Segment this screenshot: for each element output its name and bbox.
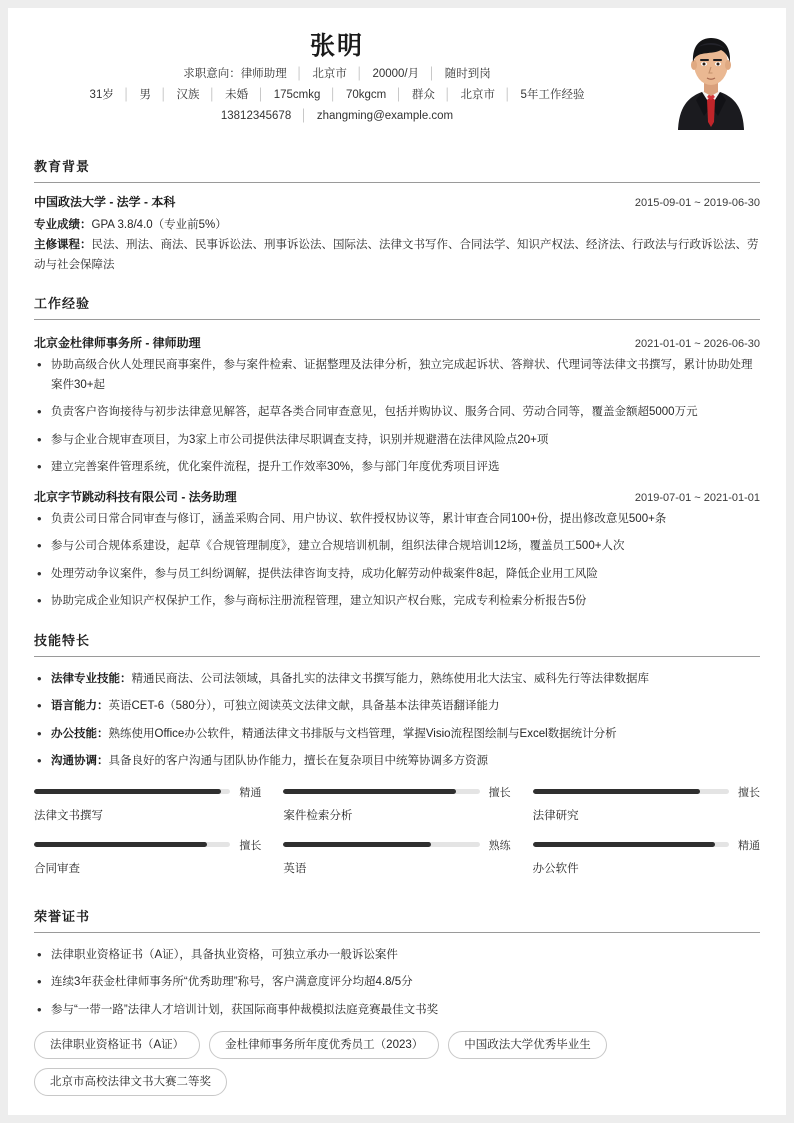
skill-bar-cell (283, 784, 510, 835)
skill-progress-track (283, 789, 479, 794)
education-entry (34, 193, 760, 275)
education-courses (34, 235, 760, 275)
personal-item: 31岁 (89, 89, 114, 101)
skill-bar-grid (34, 784, 760, 888)
resume-header (34, 20, 760, 138)
list-item: • 负责公司日常合同审查与修订，涵盖采购合同、用户协议、软件授权协议等，累计审查合同100+份，提出修改意见500+条 (34, 510, 760, 530)
list-item (34, 725, 760, 745)
skill-bar-cell (533, 784, 760, 835)
personal-item: 汉族 (176, 89, 200, 101)
skill-progress-track (533, 789, 729, 794)
education-school: 中国政法大学 - 法学 - 本科 (34, 195, 176, 209)
education-gpa-value: GPA 3.8/4.0（专业前5%） (91, 219, 227, 231)
list-item: • 参与“一带一路”法律人才培训计划，获国际商事仲裁模拟法庭竞赛最佳文书奖 (34, 1001, 760, 1021)
skill-bar-cell (34, 837, 261, 888)
skill-label: 办公技能： (51, 727, 109, 740)
honor-tag: 中国政法大学优秀毕业生 (448, 1031, 607, 1059)
separator-icon: │ (329, 89, 337, 101)
honor-tag: 法律职业资格证书（A证） (34, 1031, 200, 1059)
skill-text: 熟练使用Office办公软件，精通法律文书排版与文档管理，掌握Visio流程图绘制与Excel数据统计分析 (108, 727, 617, 740)
list-item (34, 752, 760, 772)
personal-item: 70kgcm (345, 89, 387, 101)
list-item: • 处理劳动争议案件，参与员工纠纷调解，提供法律咨询支持，成功化解劳动仲裁案件8起，降低企业用工风险 (34, 565, 760, 585)
objective-line (34, 64, 760, 85)
skill-text: 精通民商法、公司法领域，具备扎实的法律文书撰写能力，熟练使用北大法宝、威科先行等法律数据库 (131, 672, 649, 685)
skill-progress-track (34, 789, 230, 794)
email-address: zhangming@example.com (316, 110, 454, 122)
skill-name: 合同审查 (34, 862, 80, 875)
experience-entry (34, 334, 760, 478)
phone-number: 13812345678 (220, 110, 292, 122)
skill-bar-cell (34, 784, 261, 835)
list-item: • 协助高级合伙人处理民商事案件，参与案件检索、证据整理及法律分析，独立完成起诉状、答辩状、代理词等法律文书撰写，累计协助处理案件30+起 (34, 356, 760, 395)
skill-progress-fill (283, 789, 456, 794)
separator-icon: │ (356, 68, 364, 80)
skill-progress-fill (533, 842, 716, 847)
education-gpa (34, 215, 760, 235)
section-experience (34, 293, 760, 612)
experience-bullet-list (34, 356, 760, 478)
education-date: 2015-09-01 ~ 2019-06-30 (634, 197, 760, 209)
honors-bullet-list (34, 946, 760, 1021)
list-item: • 参与公司合规体系建设，起草《合规管理制度》，建立合规培训机制，组织法律合规培训12场，覆盖员工500+人次 (34, 537, 760, 557)
honor-tag: 北京市高校法律文书大赛二等奖 (34, 1068, 227, 1096)
skill-progress-fill (34, 842, 207, 847)
separator-icon: │ (160, 89, 168, 101)
avatar-illustration (664, 26, 758, 130)
experience-date: 2019-07-01 ~ 2021-01-01 (634, 491, 760, 504)
skill-bar-cell (283, 837, 510, 888)
objective-item: 20000/月 (372, 68, 420, 80)
skill-progress-fill (283, 842, 430, 847)
list-item: • 参与企业合规审查项目，为3家上市公司提供法律尽职调查支持，识别并规避潜在法律风险点20+项 (34, 431, 760, 451)
skill-level: 擅长 (239, 839, 262, 852)
experience-bullet-list (34, 510, 760, 612)
skill-level: 精通 (239, 786, 262, 799)
separator-icon: │ (428, 68, 436, 80)
skill-bar-cell (533, 837, 760, 888)
list-item: • 连续3年获金杜律师事务所“优秀助理”称号，客户满意度评分均超4.8/5分 (34, 973, 760, 993)
personal-item: 5年工作经验 (520, 89, 585, 101)
skill-name: 法律研究 (532, 809, 579, 822)
list-item: • 协助完成企业知识产权保护工作，参与商标注册流程管理，建立知识产权台账，完成专利检索分析报告5份 (34, 592, 760, 612)
separator-icon: │ (395, 89, 403, 101)
skill-label: 法律专业技能： (51, 672, 132, 685)
experience-entry (34, 488, 760, 612)
honor-tag: 金杜律师事务所年度优秀员工（2023） (209, 1031, 439, 1059)
skill-name: 案件检索分析 (283, 809, 353, 822)
experience-company: 北京字节跳动科技有限公司 - 法务助理 (34, 489, 237, 504)
skill-progress-track (533, 842, 729, 847)
skill-label: 沟通协调： (51, 755, 109, 767)
resume-page (8, 8, 786, 1115)
skill-name: 英语 (283, 862, 307, 875)
honor-tag-list (34, 1031, 760, 1096)
section-skills (34, 630, 760, 888)
personal-item: 北京市 (460, 89, 495, 101)
list-item (34, 697, 760, 717)
skills-bullet-list (34, 670, 760, 772)
section-title-skills: 技能特长 (34, 632, 91, 648)
separator-icon: │ (295, 68, 304, 80)
skill-level: 擅长 (488, 786, 511, 799)
list-item (34, 670, 760, 690)
personal-item: 未婚 (225, 89, 249, 101)
skill-level: 擅长 (737, 786, 760, 799)
objective-item: 求职意向：律师助理 (183, 68, 287, 80)
separator-icon: │ (444, 89, 452, 101)
skill-level: 精通 (737, 839, 760, 852)
section-education (34, 156, 760, 275)
skill-name: 办公软件 (532, 862, 579, 875)
skill-progress-fill (34, 789, 221, 794)
skill-text: 英语CET-6（580分），可独立阅读英文法律文献，具备基本法律英语翻译能力 (108, 700, 500, 712)
personal-item: 男 (139, 89, 151, 101)
experience-date: 2021-01-01 ~ 2026-06-30 (634, 338, 760, 350)
section-title-honors: 荣誉证书 (34, 908, 91, 924)
personal-item: 175cmkg (273, 89, 321, 101)
section-title-education: 教育背景 (34, 159, 91, 174)
personal-item: 群众 (411, 89, 435, 101)
personal-info-line (34, 85, 760, 106)
separator-icon: │ (208, 89, 216, 101)
separator-icon: │ (300, 110, 308, 122)
skill-progress-fill (533, 789, 700, 794)
candidate-name: 张明 (309, 32, 364, 60)
skill-progress-track (34, 842, 230, 847)
objective-item: 随时到岗 (444, 68, 491, 80)
separator-icon: │ (257, 89, 265, 101)
separator-icon: │ (504, 89, 512, 101)
skill-progress-track (283, 842, 479, 847)
skill-text: 具备良好的客户沟通与团队协作能力，擅长在复杂项目中统筹协调多方资源 (108, 755, 488, 767)
section-title-experience: 工作经验 (34, 296, 91, 311)
separator-icon: │ (123, 89, 131, 101)
section-honors (34, 906, 760, 1097)
list-item: • 建立完善案件管理系统，优化案件流程，提升工作效率30%，参与部门年度优秀项目评选 (34, 458, 760, 478)
contact-details-line (34, 106, 760, 127)
education-courses-label: 主修课程： (34, 239, 92, 251)
list-item: • 法律职业资格证书（A证），具备执业资格，可独立承办一般诉讼案件 (34, 946, 760, 966)
objective-item: 北京市 (312, 68, 347, 80)
avatar (664, 26, 758, 130)
education-courses-value: 民法、刑法、商法、民事诉讼法、刑事诉讼法、国际法、法律文书写作、合同法学、知识产权法、经济法、行政法与行政诉讼法、劳动与社会保障法 (34, 239, 759, 271)
list-item: • 负责客户咨询接待与初步法律意见解答，起草各类合同审查意见，包括并购协议、服务合同、劳动合同等，覆盖金额超5000万元 (34, 403, 760, 423)
education-gpa-label: 专业成绩： (34, 219, 92, 231)
skill-name: 法律文书撰写 (34, 809, 103, 822)
experience-company: 北京金杜律师事务所 - 律师助理 (34, 336, 201, 350)
skill-level: 熟练 (488, 839, 511, 852)
skill-label: 语言能力： (51, 700, 109, 712)
